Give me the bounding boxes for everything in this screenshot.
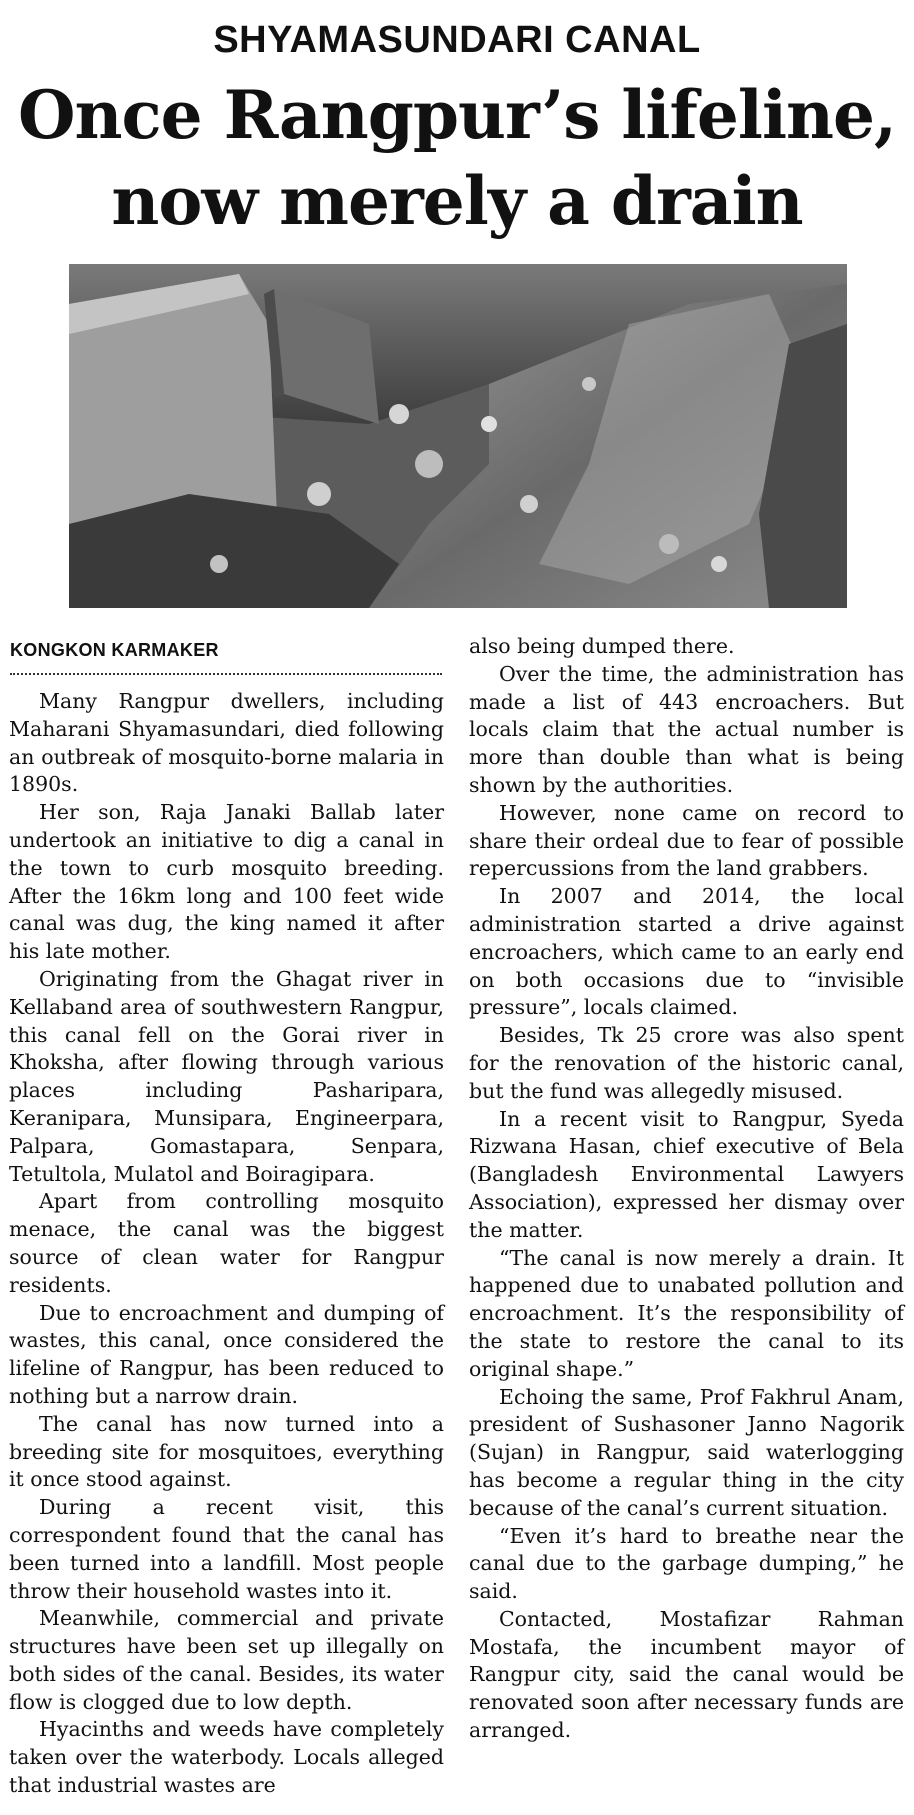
paragraph: Originating from the Ghagat river in Kellaband area of southwestern Rangpur, this canal fell on the Gorai river in Khoksha, after flowing through various places including Pasharipara, Keranipara, Munsipara, Engineerpara, Palpara, Gomastapara, Senpara, Tetultola, Mulatol and Boiragipara.: [9, 966, 444, 1186]
byline: KONGKON KARMAKER: [10, 640, 219, 660]
paragraph: Many Rangpur dwellers, including Maharani Shyamasundari, died following an outbreak of mosquito-borne malaria in 1890s.: [9, 689, 444, 797]
paragraph: The canal has now turned into a breeding site for mosquitoes, everything it once stood against.: [9, 1411, 444, 1492]
headline-line-1: Once Rangpur’s lifeline,: [18, 76, 896, 154]
headline: [0, 72, 914, 244]
paragraph: Over the time, the administration has made a list of 443 encroachers. But locals claim that the actual number is more than double than what is being shown by the authorities.: [469, 661, 904, 797]
headline-line-2: now merely a drain: [111, 162, 803, 240]
quote-paragraph: “Even it’s hard to breathe near the canal due to the garbage dumping,” he said.: [469, 1523, 904, 1604]
paragraph: Her son, Raja Janaki Ballab later undertook an initiative to dig a canal in the town to curb mosquito breeding. After the 16km long and 100 feet wide canal was dug, the king named it after his late mother.: [9, 800, 444, 964]
paragraph: In a recent visit to Rangpur, Syeda Rizwana Hasan, chief executive of Bela (Bangladesh Environmental Lawyers Association), expressed her dismay over the matter.: [469, 1106, 904, 1242]
quote-paragraph: “The canal is now merely a drain. It happened due to unabated pollution and encroachment. It’s the responsibility of the state to restore the canal to its original shape.”: [469, 1245, 904, 1381]
paragraph: Echoing the same, Prof Fakhrul Anam, president of Sushasoner Janno Nagorik (Sujan) in Rangpur, said waterlogging has become a regular thing in the city because of the canal’s current situation.: [469, 1384, 904, 1520]
paragraph: Apart from controlling mosquito menace, the canal was the biggest source of clean water for Rangpur residents.: [9, 1189, 444, 1297]
canal-photo-illustration: [69, 264, 847, 608]
paragraph: Due to encroachment and dumping of wastes, this canal, once considered the lifeline of Rangpur, has been reduced to nothing but a narrow drain.: [9, 1300, 444, 1408]
kicker: SHYAMASUNDARI CANAL: [213, 19, 701, 61]
article-column-right: [469, 633, 904, 1745]
paragraph: In 2007 and 2014, the local administration started a drive against encroachers, which came to an early end on both occasions due to “invisible pressure”, locals claimed.: [469, 884, 904, 1020]
byline-divider: [10, 673, 442, 675]
paragraph: Besides, Tk 25 crore was also spent for the renovation of the historic canal, but the fund was allegedly misused.: [469, 1023, 904, 1103]
paragraph: Meanwhile, commercial and private structures have been set up illegally on both sides of the canal. Besides, its water flow is clogged due to low depth.: [9, 1606, 444, 1714]
paragraph: However, none came on record to share their ordeal due to fear of possible repercussions from the land grabbers.: [469, 800, 904, 881]
paragraph: Contacted, Mostafizar Rahman Mostafa, the incumbent mayor of Rangpur city, said the canal would be renovated soon after necessary funds are arranged.: [469, 1606, 904, 1743]
canal-photo: [69, 264, 847, 608]
article-column-left: [9, 688, 444, 1800]
paragraph-continued: also being dumped there.: [469, 634, 735, 658]
paragraph: Hyacinths and weeds have completely taken over the waterbody. Locals alleged that industrial wastes are: [9, 1717, 444, 1798]
paragraph: During a recent visit, this correspondent found that the canal has been turned into a landfill. Most people throw their household wastes into it.: [9, 1495, 444, 1603]
